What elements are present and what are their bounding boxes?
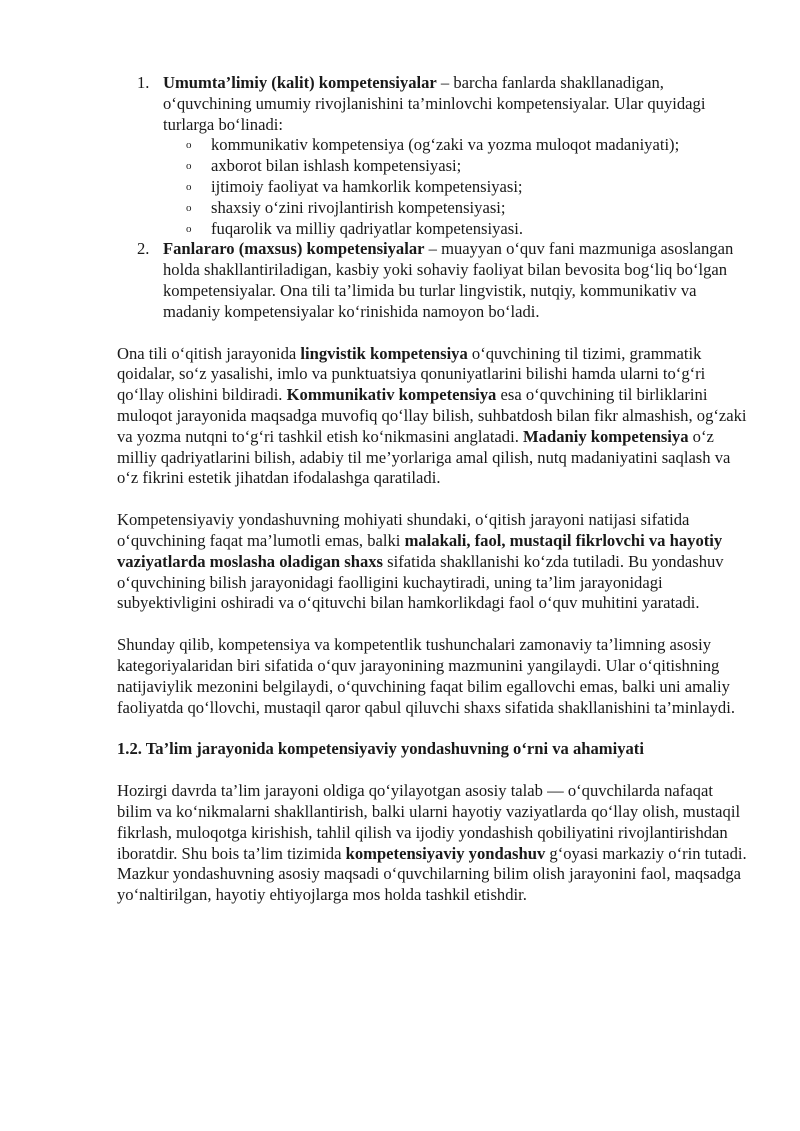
paragraph-text: Ona tili o‘qitish jarayonida	[117, 343, 301, 363]
sub-list-item	[163, 198, 747, 219]
circle-bullet-icon: o	[186, 160, 192, 173]
list-item-1	[117, 73, 747, 239]
list-item-2	[117, 239, 747, 322]
list-number: 2.	[137, 239, 150, 259]
paragraph-text: Hozirgi davrda ta’lim jarayoni oldiga qo‘yilayotgan asosiy talab — o‘quvchilarda nafaqat bilim va ko‘nikmalarni shakllantirish, balki ularni hayotiy vaziyatlarda qo‘llay olish, mustaqil fikrlash, muloqotga kirishish, tahlil qilish va ijodiy yondashish qobiliyatini rivojlantirishdan iboratdir. Shu bois ta’lim tizimida	[117, 781, 741, 863]
paragraph-approach-essence	[117, 510, 747, 614]
paragraph-competencies	[117, 344, 747, 490]
paragraph-current-requirements	[117, 781, 747, 906]
list-number: 1.	[137, 73, 150, 92]
list-text: – barcha fanlarda shakllanadigan, o‘quvchining umumiy rivojlanishini ta’minlovchi kompetensiyalar. Ular quyidagi turlarga bo‘linadi:	[163, 73, 706, 134]
paragraph-text: Kompetensiyaviy yondashuvning mohiyati shundaki, o‘qitish jarayoni natijasi sifatida o‘quvchining faqat ma’lumotli emas, balki	[117, 510, 690, 550]
competency-types-list	[117, 73, 747, 323]
section-heading: 1.2. Ta’lim jarayonida kompetensiyaviy yondashuvning o‘rni va ahamiyati	[117, 739, 644, 759]
paragraph-conclusion: Shunday qilib, kompetensiya va kompetentlik tushunchalari zamonaviy ta’limning asosiy kategoriyalaridan biri sifatida o‘quv jarayonining mazmunini yangilaydi. Ular o‘qitishning natijaviylik mezonini belgilaydi, o‘quvchining faqat bilim egallovchi emas, balki uni amaliy faoliyatda qo‘llovchi, mustaqil qaror qabul qiluvchi shaxs sifatida shakllanishini ta’minlaydi.	[117, 635, 735, 717]
circle-bullet-icon: o	[186, 201, 192, 214]
paragraph-text: o‘z milliy qadriyatlarini bilish, adabiy til me’yorlariga amal qilish, nutq madaniyatini saqlash va o‘z fikrini estetik jihatdan ifodalashga qaratiladi.	[117, 426, 731, 488]
sub-list-item	[163, 156, 747, 177]
bold-term: lingvistik kompetensiya	[300, 343, 468, 363]
sub-list-item	[163, 219, 747, 240]
sub-item-text: ijtimoiy faoliyat va hamkorlik kompetensiyasi;	[211, 176, 523, 196]
paragraph-text: o‘quvchining til tizimi, grammatik qoidalar, so‘z yasalishi, imlo va punktuatsiya qonuniyatlarini bilishi hamda ularni to‘g‘ri qo‘llay olishini bildiradi.	[117, 343, 706, 405]
list-text: – muayyan o‘quv fani mazmuniga asoslangan holda shakllantiriladigan, kasbiy yoki sohaviy faoliyat bilan bevosita bog‘liq bo‘lgan kompetensiyalar. Ona tili ta’limida bu turlar lingvistik, nutqiy, kommunikativ va madaniy kompetensiyalar ko‘rinishida namoyon bo‘ladi.	[163, 239, 734, 321]
sub-item-text: axborot bilan ishlash kompetensiyasi;	[211, 156, 462, 176]
sub-item-text: kommunikativ kompetensiya (og‘zaki va yozma muloqot madaniyati);	[211, 135, 680, 155]
bold-term: Madaniy kompetensiya	[523, 426, 689, 446]
sub-list-item	[163, 135, 747, 156]
circle-bullet-icon: o	[186, 222, 192, 235]
circle-bullet-icon: o	[186, 139, 192, 152]
paragraph-text: esa o‘quvchining til birliklarini muloqot jarayonida maqsadga muvofiq qo‘llay bilish, suhbatdosh bilan fikr almashish, og‘zaki va yozma nutqni to‘g‘ri tashkil etish ko‘nikmasini anglatadi.	[117, 385, 747, 446]
list-term: Fanlararo (maxsus) kompetensiyalar	[163, 239, 425, 259]
bold-term: Kommunikativ kompetensiya	[286, 385, 497, 405]
circle-bullet-icon: o	[186, 180, 192, 193]
document-page	[117, 73, 747, 906]
list-term: Umumta’limiy (kalit) kompetensiyalar	[163, 73, 437, 92]
bold-term: malakali, faol, mustaqil fikrlovchi va hayotiy vaziyatlarda moslasha oladigan shaxs	[117, 530, 723, 571]
paragraph-text: g‘oyasi markaziy o‘rin tutadi. Mazkur yondashuvning asosiy maqsadi o‘quvchilarning bilim olish jarayonini faol, maqsadga yo‘naltirilgan, hayotiy ehtiyojlarga mos holda tashkil etishdir.	[117, 843, 747, 905]
sub-item-text: shaxsiy o‘zini rivojlantirish kompetensiyasi;	[211, 197, 506, 217]
sub-item-text: fuqarolik va milliy qadriyatlar kompetensiyasi.	[211, 218, 523, 238]
sub-list	[163, 135, 747, 239]
bold-term: kompetensiyaviy yondashuv	[345, 843, 546, 863]
paragraph-text: sifatida shakllanishi ko‘zda tutiladi. Bu yondashuv o‘quvchining bilish jarayonidagi faolligini kuchaytiradi, uning ta’lim jarayonidagi subyektivligini oshiradi va o‘qituvchi bilan hamkorlikdagi faol o‘quv muhitini yaratadi.	[117, 551, 724, 613]
sub-list-item	[163, 177, 747, 198]
